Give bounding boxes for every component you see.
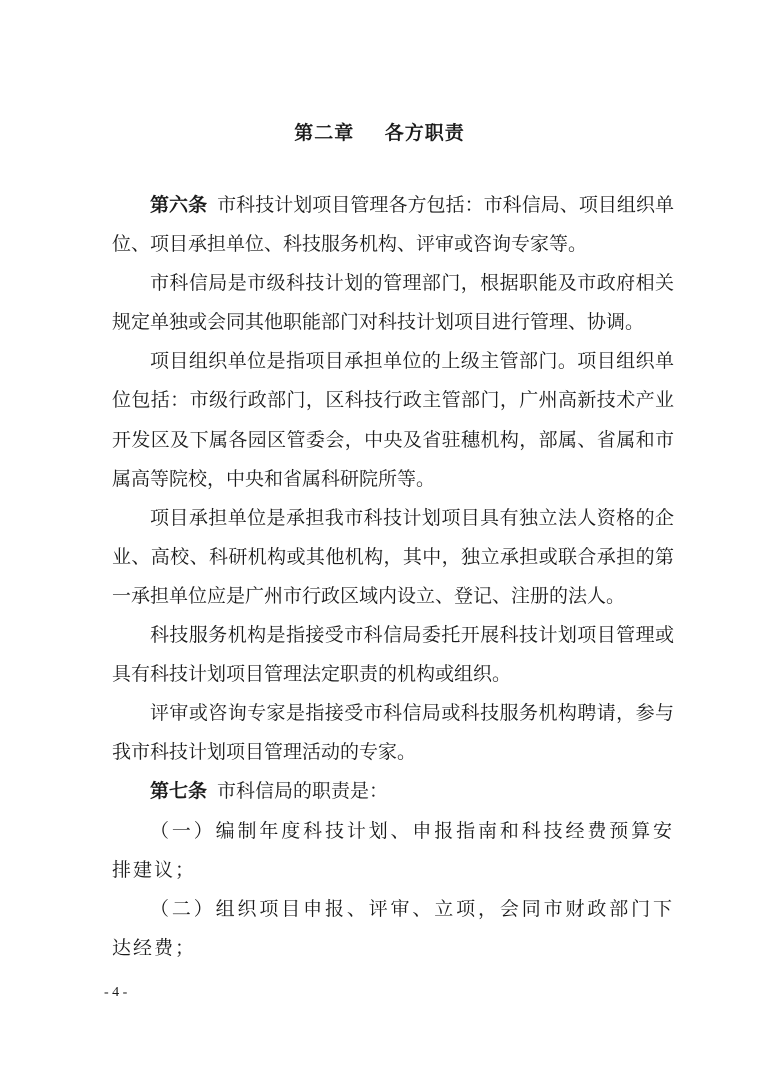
chapter-title: 第二章 各方职责	[294, 122, 465, 144]
article-7-paragraph	[112, 772, 674, 811]
duty-item-2: （二）组织项目申报、评审、立项，会同市财政部门下达经费；	[112, 897, 674, 959]
article-6-text: 市科技计划项目管理各方包括：市科信局、项目组织单位、项目承担单位、科技服务机构、评审或咨询专家等。	[112, 194, 674, 256]
article-6-paragraph	[112, 186, 674, 264]
document-body	[112, 186, 674, 968]
paragraph-undertaking-unit: 项目承担单位是承担我市科技计划项目具有独立法人资格的企业、高校、科研机构或其他机构，其中，独立承担或联合承担的第一承担单位应是广州市行政区域内设立、登记、注册的法人。	[112, 506, 674, 607]
article-7-heading: 第七条	[150, 780, 208, 803]
page-number: - 4 -	[104, 985, 128, 1000]
article-7-text: 市科信局的职责是：	[217, 780, 389, 803]
paragraph-service-agency: 科技服务机构是指接受市科信局委托开展科技计划项目管理或具有科技计划项目管理法定职责的机构或组织。	[112, 624, 674, 686]
paragraph-municipal-bureau: 市科信局是市级科技计划的管理部门，根据职能及市政府相关规定单独或会同其他职能部门对科技计划项目进行管理、协调。	[112, 272, 674, 334]
duty-item-1: （一）编制年度科技计划、申报指南和科技经费预算安排建议；	[112, 819, 674, 881]
paragraph-experts: 评审或咨询专家是指接受市科信局或科技服务机构聘请，参与我市科技计划项目管理活动的专家。	[112, 702, 674, 764]
paragraph-organizing-unit: 项目组织单位是指项目承担单位的上级主管部门。项目组织单位包括：市级行政部门，区科技行政主管部门，广州高新技术产业开发区及下属各园区管委会，中央及省驻穗机构，部属、省属和市属高等院校，中央和省属科研院所等。	[112, 350, 674, 490]
article-6-heading: 第六条	[150, 194, 208, 216]
